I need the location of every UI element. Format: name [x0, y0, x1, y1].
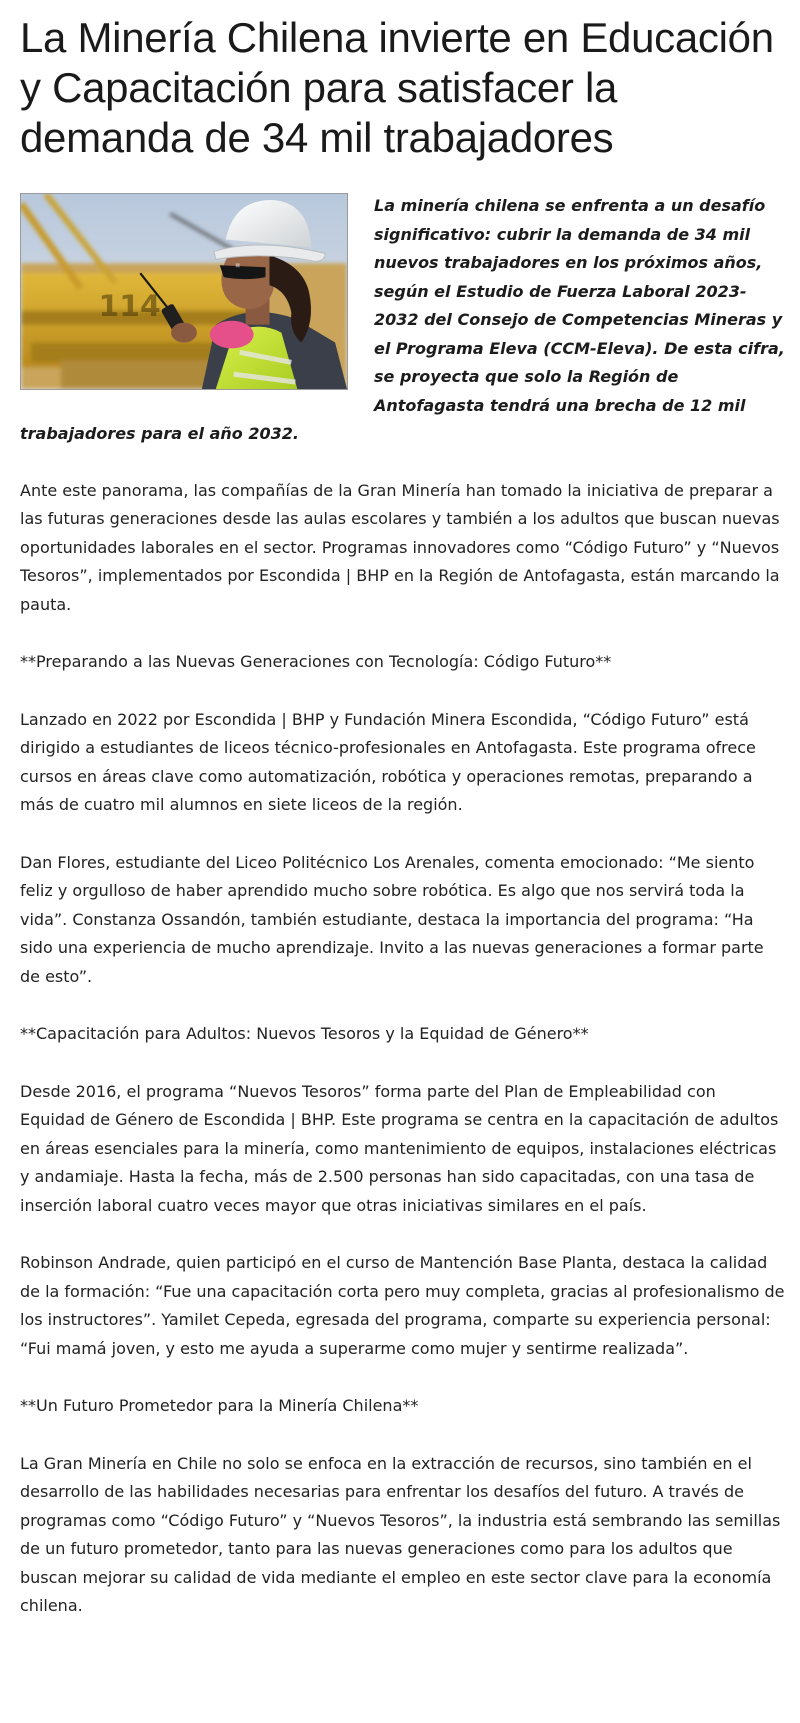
- paragraph-nuevos-tesoros: Desde 2016, el programa “Nuevos Tesoros” forma parte del Plan de Empleabilidad con Equidad de Género de Escondida | BHP. Este programa se centra en la capacitación de adultos en áreas esenciales para la minería, como mantenimiento de equipos, instalaciones eléctricas y andamiaje. Hasta la fecha, más de 2.500 personas han sido capacitadas, con una tasa de inserción laboral cuatro veces mayor que otras iniciativas similares en el país.: [20, 1081, 779, 1215]
- paragraph-testimonials-students: Dan Flores, estudiante del Liceo Politécnico Los Arenales, comenta emocionado: “Me siento feliz y orgulloso de haber aprendido mucho sobre robótica. Es algo que nos servirá toda la vida”. Constanza Ossandón, también estudiante, destaca la importancia del programa: “Ha sido una experiencia de mucho aprendizaje. Invito a las nuevas generaciones a formar parte de esto”.: [20, 852, 764, 986]
- lead-section: [20, 192, 785, 449]
- article-lead-paragraph: La minería chilena se enfrenta a un desafío significativo: cubrir la demanda de 34 mil nuevos trabajadores en los próximos años, según el Estudio de Fuerza Laboral 2023-2032 del Consejo de Competencias Mineras y el Programa Eleva (CCM-Eleva). De esta cifra, se proyecta que solo la Región de Antofagasta tendrá una brecha de 12 mil trabajadores para el año 2032.: [20, 196, 785, 443]
- paragraph-codigo-futuro: Lanzado en 2022 por Escondida | BHP y Fundación Minera Escondida, “Código Futuro” está dirigido a estudiantes de liceos técnico-profesionales en Antofagasta. Este programa ofrece cursos en áreas clave como automatización, robótica y operaciones remotas, preparando a más de cuatro mil alumnos en siete liceos de la región.: [20, 709, 756, 814]
- paragraph-conclusion: La Gran Minería en Chile no solo se enfoca en la extracción de recursos, sino también en el desarrollo de las habilidades necesarias para enfrentar los desafíos del futuro. A través de programas como “Código Futuro” y “Nuevos Tesoros”, la industria está sembrando las semillas de un futuro prometedor, tanto para las nuevas generaciones como para los adultos que buscan mejorar su calidad de vida mediante el empleo en este sector clave para la economía chilena.: [20, 1453, 781, 1615]
- section-heading-futuro-prometedor: **Un Futuro Prometedor para la Minería Chilena**: [20, 1396, 419, 1415]
- worker-scarf: [210, 321, 254, 349]
- article: [20, 0, 785, 1621]
- hero-photo-illustration: [21, 194, 347, 389]
- section-heading-nuevos-tesoros: **Capacitación para Adultos: Nuevos Tesoros y la Equidad de Género**: [20, 1024, 589, 1043]
- hero-photo-worker-with-hard-hat: [20, 193, 348, 390]
- paragraph-intro: Ante este panorama, las compañías de la Gran Minería han tomado la iniciativa de preparar a las futuras generaciones desde las aulas escolares y también a los adultos que buscan nuevas oportunidades laborales en el sector. Programas innovadores como “Código Futuro” y “Nuevos Tesoros”, implementados por Escondida | BHP en la Región de Antofagasta, están marcando la pauta.: [20, 480, 780, 614]
- article-title: La Minería Chilena invierte en Educación y Capacitación para satisfacer la demanda de 34 mil trabajadores: [20, 14, 774, 161]
- paragraph-testimonials-adults: Robinson Andrade, quien participó en el curso de Mantención Base Planta, destaca la calidad de la formación: “Fue una capacitación corta pero muy completa, gracias al profesionalismo de los instructores”. Yamilet Cepeda, egresada del programa, comparte su experiencia personal: “Fui mamá joven, y esto me ayuda a superarme como mujer y sentirme realizada”.: [20, 1253, 785, 1358]
- vehicle-marking: 114: [98, 288, 161, 324]
- worker-face: [221, 251, 275, 309]
- worker-hand: [171, 323, 197, 343]
- worker-sunglasses: [220, 265, 266, 279]
- section-heading-codigo-futuro: **Preparando a las Nuevas Generaciones con Tecnología: Código Futuro**: [20, 652, 612, 671]
